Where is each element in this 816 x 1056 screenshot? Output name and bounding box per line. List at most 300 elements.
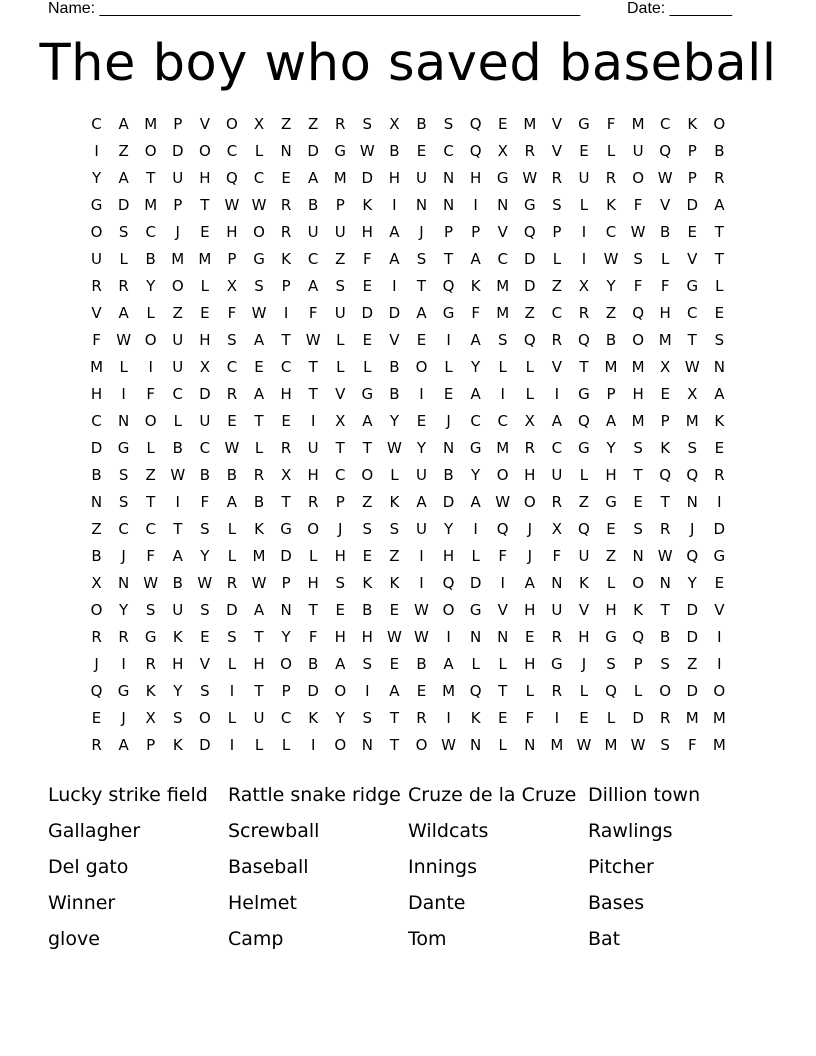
grid-letter: C (253, 169, 265, 187)
grid-letter: E (200, 304, 210, 322)
grid-letter: W (359, 142, 375, 160)
grid-letter: Q (496, 520, 509, 538)
grid-letter: M (550, 736, 564, 754)
grid-letter: W (116, 331, 132, 349)
grid-letter: O (659, 682, 672, 700)
grid-letter: A (551, 412, 562, 430)
grid-letter: J (446, 412, 451, 430)
grid-letter: L (281, 736, 291, 754)
grid-letter: Q (659, 142, 672, 160)
grid-letter: A (226, 493, 238, 511)
grid-letter: C (497, 250, 508, 268)
grid-letter: P (146, 736, 156, 754)
grid-letter: T (579, 358, 589, 376)
grid-letter: L (119, 250, 128, 268)
grid-letter: H (388, 169, 401, 187)
grid-letter: L (227, 547, 237, 565)
grid-letter: X (524, 412, 535, 430)
grid-letter: G (605, 628, 617, 646)
grid-letter: T (633, 466, 643, 484)
grid-letter: O (280, 655, 292, 673)
grid-letter: S (687, 439, 698, 457)
grid-letter: U (551, 601, 563, 619)
grid-letter: I (365, 682, 370, 700)
grid-row (83, 111, 735, 138)
grid-letter: A (416, 304, 427, 322)
grid-letter: X (335, 412, 346, 430)
grid-letter: D (280, 547, 292, 565)
word-list-row (48, 849, 768, 885)
grid-letter: X (280, 466, 292, 484)
grid-letter: C (172, 385, 184, 403)
grid-letter: L (471, 547, 480, 565)
word-list-item: Pitcher (588, 856, 654, 878)
grid-letter: B (145, 250, 156, 268)
grid-letter: A (362, 412, 373, 430)
grid-letter: C (470, 412, 481, 430)
word-list-item: Del gato (48, 856, 129, 878)
grid-letter: V (551, 115, 562, 133)
grid-letter: O (226, 115, 238, 133)
grid-letter: K (579, 574, 589, 592)
grid-letter: J (175, 223, 180, 241)
grid-letter: D (686, 682, 699, 700)
grid-letter: L (336, 331, 345, 349)
grid-letter: Z (605, 547, 617, 565)
grid-letter: O (144, 412, 157, 430)
grid-letter: S (389, 520, 400, 538)
grid-letter: L (606, 709, 616, 727)
grid-letter: I (717, 655, 722, 673)
grid-letter: T (146, 169, 156, 187)
grid-letter: C (497, 412, 508, 430)
grid-letter: D (686, 628, 699, 646)
grid-letter: U (172, 601, 184, 619)
grid-letter: V (578, 601, 590, 619)
grid-letter: G (144, 628, 157, 646)
grid-letter: L (119, 358, 128, 376)
grid-letter: B (605, 331, 617, 349)
page-title: The boy who saved baseball (39, 34, 777, 93)
grid-letter: O (144, 331, 157, 349)
grid-letter: E (497, 115, 508, 133)
grid-letter: Q (578, 412, 590, 430)
grid-row (83, 435, 735, 462)
grid-letter: F (552, 547, 562, 565)
grid-letter: P (173, 115, 183, 133)
grid-letter: N (118, 412, 130, 430)
grid-letter: Y (173, 682, 183, 700)
grid-letter: V (497, 223, 508, 241)
grid-letter: E (714, 574, 725, 592)
grid-letter: U (334, 223, 346, 241)
grid-letter: E (416, 331, 427, 349)
grid-letter: B (389, 142, 400, 160)
grid-letter: I (419, 574, 424, 592)
grid-letter: E (362, 547, 373, 565)
grid-letter: H (280, 385, 292, 403)
grid-letter: A (470, 493, 481, 511)
grid-row (83, 165, 735, 192)
grid-letter: R (659, 520, 671, 538)
grid-letter: I (175, 493, 180, 511)
grid-letter: Y (471, 466, 481, 484)
grid-letter: L (308, 547, 318, 565)
word-list-item: Rawlings (588, 820, 673, 842)
grid-letter: H (578, 628, 590, 646)
grid-letter: C (307, 250, 319, 268)
grid-letter: R (226, 385, 238, 403)
grid-letter: G (578, 115, 590, 133)
grid-letter: A (470, 250, 481, 268)
grid-letter: E (714, 439, 725, 457)
grid-letter: R (551, 331, 563, 349)
grid-letter: A (253, 331, 265, 349)
grid-letter: R (280, 439, 292, 457)
grid-letter: N (524, 736, 536, 754)
grid-letter: P (552, 223, 562, 241)
grid-letter: Q (578, 520, 590, 538)
grid-letter: T (416, 277, 427, 295)
grid-letter: R (280, 223, 292, 241)
grid-letter: L (525, 385, 534, 403)
grid-letter: Z (118, 142, 129, 160)
grid-letter: E (227, 412, 237, 430)
grid-letter: T (308, 385, 318, 403)
grid-letter: U (307, 223, 319, 241)
grid-letter: M (442, 682, 456, 700)
grid-letter: I (148, 358, 153, 376)
grid-letter: C (443, 142, 454, 160)
grid-letter: H (524, 655, 536, 673)
grid-letter: H (524, 601, 536, 619)
grid-row (83, 381, 735, 408)
grid-letter: L (227, 520, 237, 538)
grid-letter: B (91, 466, 102, 484)
grid-letter: W (441, 736, 456, 754)
grid-letter: A (714, 385, 725, 403)
grid-letter: L (336, 358, 345, 376)
grid-letter: O (90, 601, 103, 619)
grid-letter: N (118, 574, 130, 592)
grid-letter: N (470, 628, 482, 646)
grid-letter: L (498, 358, 507, 376)
grid-row (83, 624, 735, 651)
grid-letter: Z (551, 277, 562, 295)
grid-row (83, 138, 735, 165)
grid-letter: K (714, 412, 725, 430)
grid-letter: E (254, 358, 264, 376)
grid-letter: L (363, 358, 372, 376)
grid-letter: L (606, 142, 616, 160)
grid-letter: E (389, 655, 400, 673)
grid-letter: O (632, 169, 644, 187)
grid-letter: C (335, 466, 346, 484)
grid-letter: L (579, 196, 589, 214)
word-list-item: Wildcats (408, 820, 489, 842)
grid-row (83, 516, 735, 543)
grid-letter: C (551, 304, 563, 322)
grid-letter: I (94, 142, 99, 160)
grid-letter: A (714, 196, 725, 214)
grid-letter: D (713, 520, 726, 538)
grid-letter: G (117, 439, 130, 457)
grid-letter: O (144, 142, 157, 160)
grid-letter: W (386, 628, 402, 646)
grid-letter: W (603, 250, 619, 268)
grid-letter: F (92, 331, 101, 349)
grid-letter: I (554, 709, 560, 727)
grid-letter: B (660, 223, 671, 241)
grid-letter: R (91, 628, 102, 646)
grid-letter: I (229, 682, 235, 700)
grid-letter: B (172, 439, 183, 457)
grid-letter: P (281, 277, 291, 295)
grid-letter: M (631, 358, 645, 376)
grid-letter: U (578, 169, 590, 187)
grid-letter: M (658, 331, 672, 349)
grid-letter: S (200, 601, 210, 619)
grid-letter: S (633, 520, 643, 538)
grid-letter: D (442, 493, 455, 511)
grid-letter: I (581, 250, 587, 268)
grid-letter: R (226, 574, 238, 592)
grid-letter: E (362, 331, 373, 349)
word-list-item: Baseball (228, 856, 309, 878)
grid-letter: T (443, 250, 454, 268)
grid-letter: R (714, 466, 725, 484)
grid-letter: W (251, 574, 267, 592)
grid-letter: H (307, 466, 319, 484)
grid-letter: D (171, 142, 184, 160)
grid-letter: M (144, 115, 158, 133)
grid-letter: E (281, 412, 291, 430)
grid-letter: R (307, 493, 319, 511)
grid-letter: I (419, 385, 424, 403)
grid-letter: J (690, 520, 695, 538)
grid-letter: H (524, 466, 536, 484)
grid-letter: G (90, 196, 103, 214)
grid-letter: F (471, 304, 480, 322)
grid-letter: A (335, 655, 346, 673)
grid-letter: H (334, 628, 346, 646)
grid-letter: I (419, 547, 424, 565)
grid-letter: P (281, 574, 291, 592)
grid-letter: L (579, 682, 589, 700)
grid-letter: V (687, 250, 698, 268)
grid-letter: I (473, 196, 478, 214)
grid-letter: X (578, 277, 590, 295)
grid-letter: I (283, 304, 289, 322)
grid-letter: V (551, 142, 562, 160)
grid-letter: W (630, 736, 646, 754)
grid-letter: U (632, 142, 644, 160)
grid-row (83, 678, 735, 705)
grid-letter: M (685, 709, 699, 727)
grid-letter: S (200, 682, 210, 700)
grid-letter: O (713, 682, 726, 700)
grid-letter: H (632, 385, 644, 403)
grid-letter: S (335, 574, 345, 592)
grid-letter: U (172, 169, 184, 187)
grid-letter: K (281, 250, 291, 268)
name-field-label: Name: ______________________________________________________ (48, 0, 581, 17)
grid-letter: K (470, 277, 481, 295)
grid-letter: L (254, 142, 264, 160)
grid-letter: A (389, 250, 400, 268)
grid-letter: Z (389, 547, 400, 565)
grid-letter: X (660, 358, 671, 376)
grid-letter: L (715, 277, 724, 295)
grid-letter: D (361, 169, 374, 187)
grid-letter: H (90, 385, 103, 403)
grid-letter: C (605, 223, 617, 241)
grid-letter: W (386, 439, 402, 457)
grid-letter: N (361, 736, 373, 754)
grid-letter: K (308, 709, 319, 727)
grid-letter: C (145, 520, 156, 538)
grid-letter: P (471, 223, 481, 241)
grid-letter: Y (443, 520, 454, 538)
grid-letter: H (172, 655, 184, 673)
grid-letter: V (551, 358, 562, 376)
grid-letter: E (200, 628, 210, 646)
grid-letter: H (361, 628, 373, 646)
grid-letter: D (524, 277, 536, 295)
grid-letter: T (498, 682, 508, 700)
word-list-item: Camp (228, 928, 284, 950)
grid-letter: T (660, 601, 670, 619)
grid-letter: G (605, 493, 617, 511)
grid-letter: R (280, 196, 292, 214)
word-list-item: Lucky strike field (48, 784, 208, 806)
grid-letter: X (551, 520, 562, 538)
grid-letter: N (470, 736, 482, 754)
grid-letter: H (659, 304, 671, 322)
grid-letter: C (280, 709, 292, 727)
grid-letter: K (633, 601, 644, 619)
grid-letter: Y (281, 628, 291, 646)
grid-letter: T (362, 439, 372, 457)
grid-letter: G (496, 169, 509, 187)
grid-letter: U (253, 709, 265, 727)
header (48, 0, 748, 20)
grid-row (83, 462, 735, 489)
grid-letter: B (416, 655, 427, 673)
grid-letter: Z (308, 115, 319, 133)
grid-letter: W (251, 304, 267, 322)
grid-letter: H (442, 547, 455, 565)
grid-letter: H (361, 223, 373, 241)
grid-letter: A (172, 547, 183, 565)
grid-letter: J (527, 547, 532, 565)
grid-row (83, 543, 735, 570)
word-list-item: Innings (408, 856, 477, 878)
grid-letter: D (388, 304, 401, 322)
grid-letter: E (525, 628, 535, 646)
grid-letter: A (470, 385, 481, 403)
grid-letter: F (363, 250, 372, 268)
grid-letter: S (173, 709, 183, 727)
grid-letter: F (633, 277, 643, 295)
grid-letter: A (470, 331, 481, 349)
grid-letter: A (443, 655, 454, 673)
grid-letter: Y (146, 277, 156, 295)
grid-letter: G (713, 547, 726, 565)
grid-letter: A (605, 412, 617, 430)
grid-letter: N (280, 142, 292, 160)
grid-letter: R (659, 709, 671, 727)
grid-letter: S (660, 655, 670, 673)
grid-letter: R (91, 277, 102, 295)
word-list-item: Bases (588, 892, 645, 914)
grid-letter: Z (145, 466, 156, 484)
grid-letter: M (523, 115, 537, 133)
grid-letter: N (442, 169, 455, 187)
grid-letter: D (632, 709, 644, 727)
grid-letter: N (280, 601, 292, 619)
grid-letter: I (310, 412, 316, 430)
grid-letter: L (146, 304, 155, 322)
grid-row (83, 732, 735, 759)
grid-letter: Z (605, 304, 617, 322)
grid-letter: D (117, 196, 130, 214)
grid-letter: E (497, 709, 508, 727)
grid-letter: T (389, 709, 399, 727)
grid-letter: M (171, 250, 185, 268)
grid-letter: L (227, 709, 237, 727)
grid-letter: T (254, 628, 264, 646)
grid-letter: T (308, 601, 318, 619)
grid-letter: Y (471, 358, 481, 376)
word-list-row (48, 813, 768, 849)
grid-letter: A (389, 682, 400, 700)
grid-letter: H (199, 331, 211, 349)
grid-letter: E (335, 601, 345, 619)
grid-letter: Q (226, 169, 238, 187)
grid-letter: U (199, 412, 211, 430)
grid-letter: C (226, 358, 238, 376)
grid-letter: S (416, 250, 427, 268)
grid-letter: B (443, 466, 454, 484)
grid-letter: R (253, 466, 265, 484)
grid-letter: L (498, 655, 507, 673)
grid-letter: M (604, 736, 618, 754)
grid-letter: F (525, 709, 535, 727)
grid-letter: D (524, 250, 536, 268)
word-list-item: Gallagher (48, 820, 141, 842)
grid-letter: V (199, 655, 210, 673)
grid-letter: X (226, 277, 238, 295)
grid-letter: K (172, 628, 183, 646)
grid-row (83, 327, 735, 354)
grid-letter: R (335, 115, 346, 133)
grid-letter: O (334, 682, 347, 700)
grid-letter: W (630, 223, 646, 241)
grid-letter: K (660, 439, 671, 457)
grid-letter: Y (119, 601, 129, 619)
grid-letter: K (145, 682, 156, 700)
grid-row (83, 570, 735, 597)
grid-letter: G (469, 439, 482, 457)
grid-letter: P (687, 142, 697, 160)
word-list-item: Dillion town (588, 784, 701, 806)
grid-letter: U (415, 520, 427, 538)
grid-letter: W (495, 493, 511, 511)
grid-letter: R (714, 169, 725, 187)
grid-letter: Q (523, 331, 536, 349)
grid-letter: R (91, 736, 102, 754)
